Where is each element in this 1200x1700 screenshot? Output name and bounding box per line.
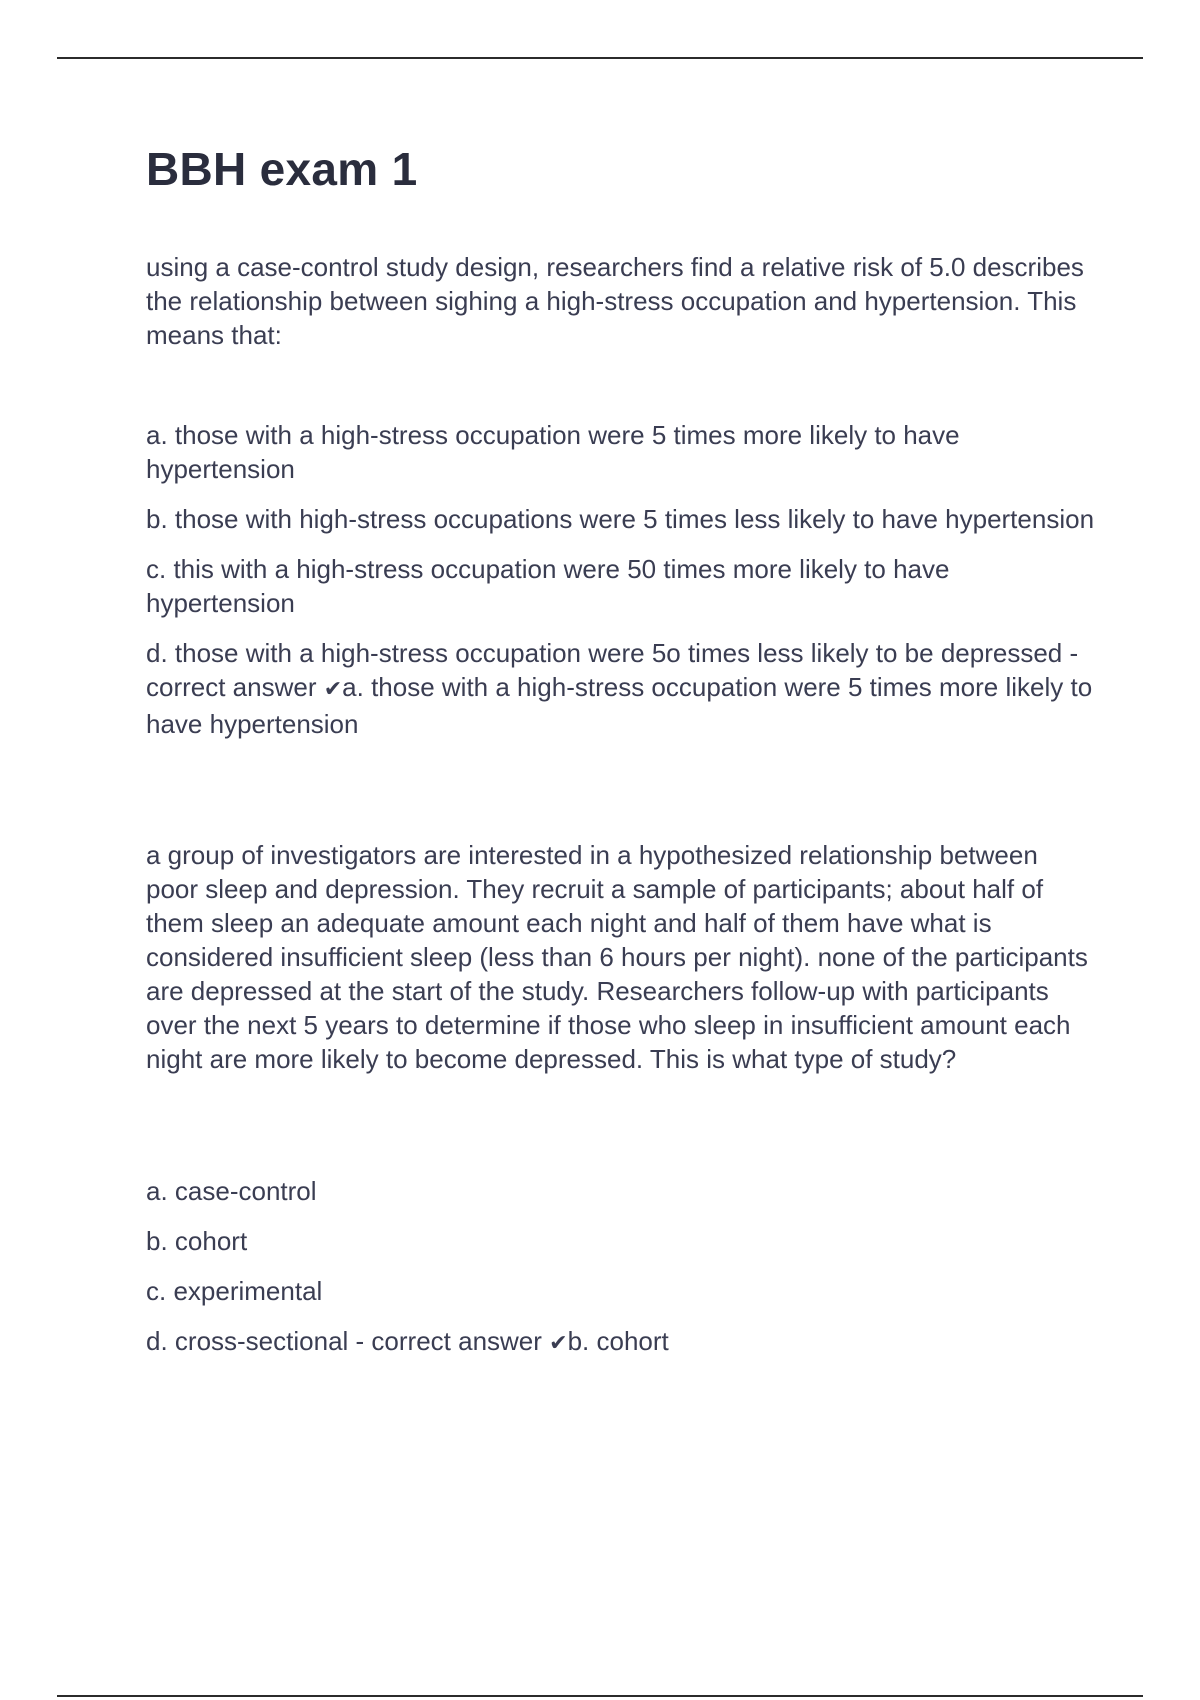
option-d: d. those with a high-stress occupation were 5o times less likely to be depressed bbox=[146, 638, 1063, 668]
question-1-options bbox=[146, 418, 1096, 757]
option-a: a. case-control bbox=[146, 1176, 317, 1206]
question-1-prompt bbox=[146, 250, 1096, 352]
option-d-with-answer bbox=[146, 1324, 1096, 1361]
question-2-prompt bbox=[146, 838, 1096, 1076]
document-title: BBH exam 1 bbox=[146, 143, 418, 195]
correct-answer-label: - correct answer bbox=[355, 1326, 550, 1356]
question-2-options bbox=[146, 1174, 1096, 1377]
option-d-with-answer bbox=[146, 636, 1096, 741]
top-rule bbox=[57, 57, 1143, 59]
checkmark-icon: ✔ bbox=[323, 677, 343, 702]
option-d: d. cross-sectional bbox=[146, 1326, 349, 1356]
option-b: b. cohort bbox=[146, 1226, 248, 1256]
option-b: b. those with high-stress occupations were 5 times less likely to have hypertension bbox=[146, 504, 1095, 534]
option-c: c. this with a high-stress occupation were 50 times more likely to have hypertension bbox=[146, 554, 950, 618]
bottom-rule bbox=[57, 1695, 1143, 1697]
correct-answer-label: - correct answer bbox=[146, 638, 1079, 702]
correct-answer: b. cohort bbox=[567, 1326, 669, 1356]
correct-answer: a. those with a high-stress occupation were 5 times more likely to have hypertension bbox=[146, 672, 1093, 739]
checkmark-icon: ✔ bbox=[549, 1331, 568, 1356]
option-c: c. experimental bbox=[146, 1276, 323, 1306]
question-prompt: a group of investigators are interested in a hypothesized relationship between poor sleep and depression. They recruit a sample of participants; about half of them sleep an adequate amount each night and half of them have what is considered insufficient sleep (less than 6 hours per night). none of the participants are depressed at the start of the study. Researchers follow-up with participants over the next 5 years to determine if those who sleep in insufficient amount each night are more likely to become depressed. This is what type of study? bbox=[146, 840, 1088, 1074]
option-a: a. those with a high-stress occupation were 5 times more likely to have hypertension bbox=[146, 420, 960, 484]
question-prompt: using a case-control study design, researchers find a relative risk of 5.0 describes the relationship between sighing a high-stress occupation and hypertension. This means that: bbox=[146, 252, 1084, 350]
